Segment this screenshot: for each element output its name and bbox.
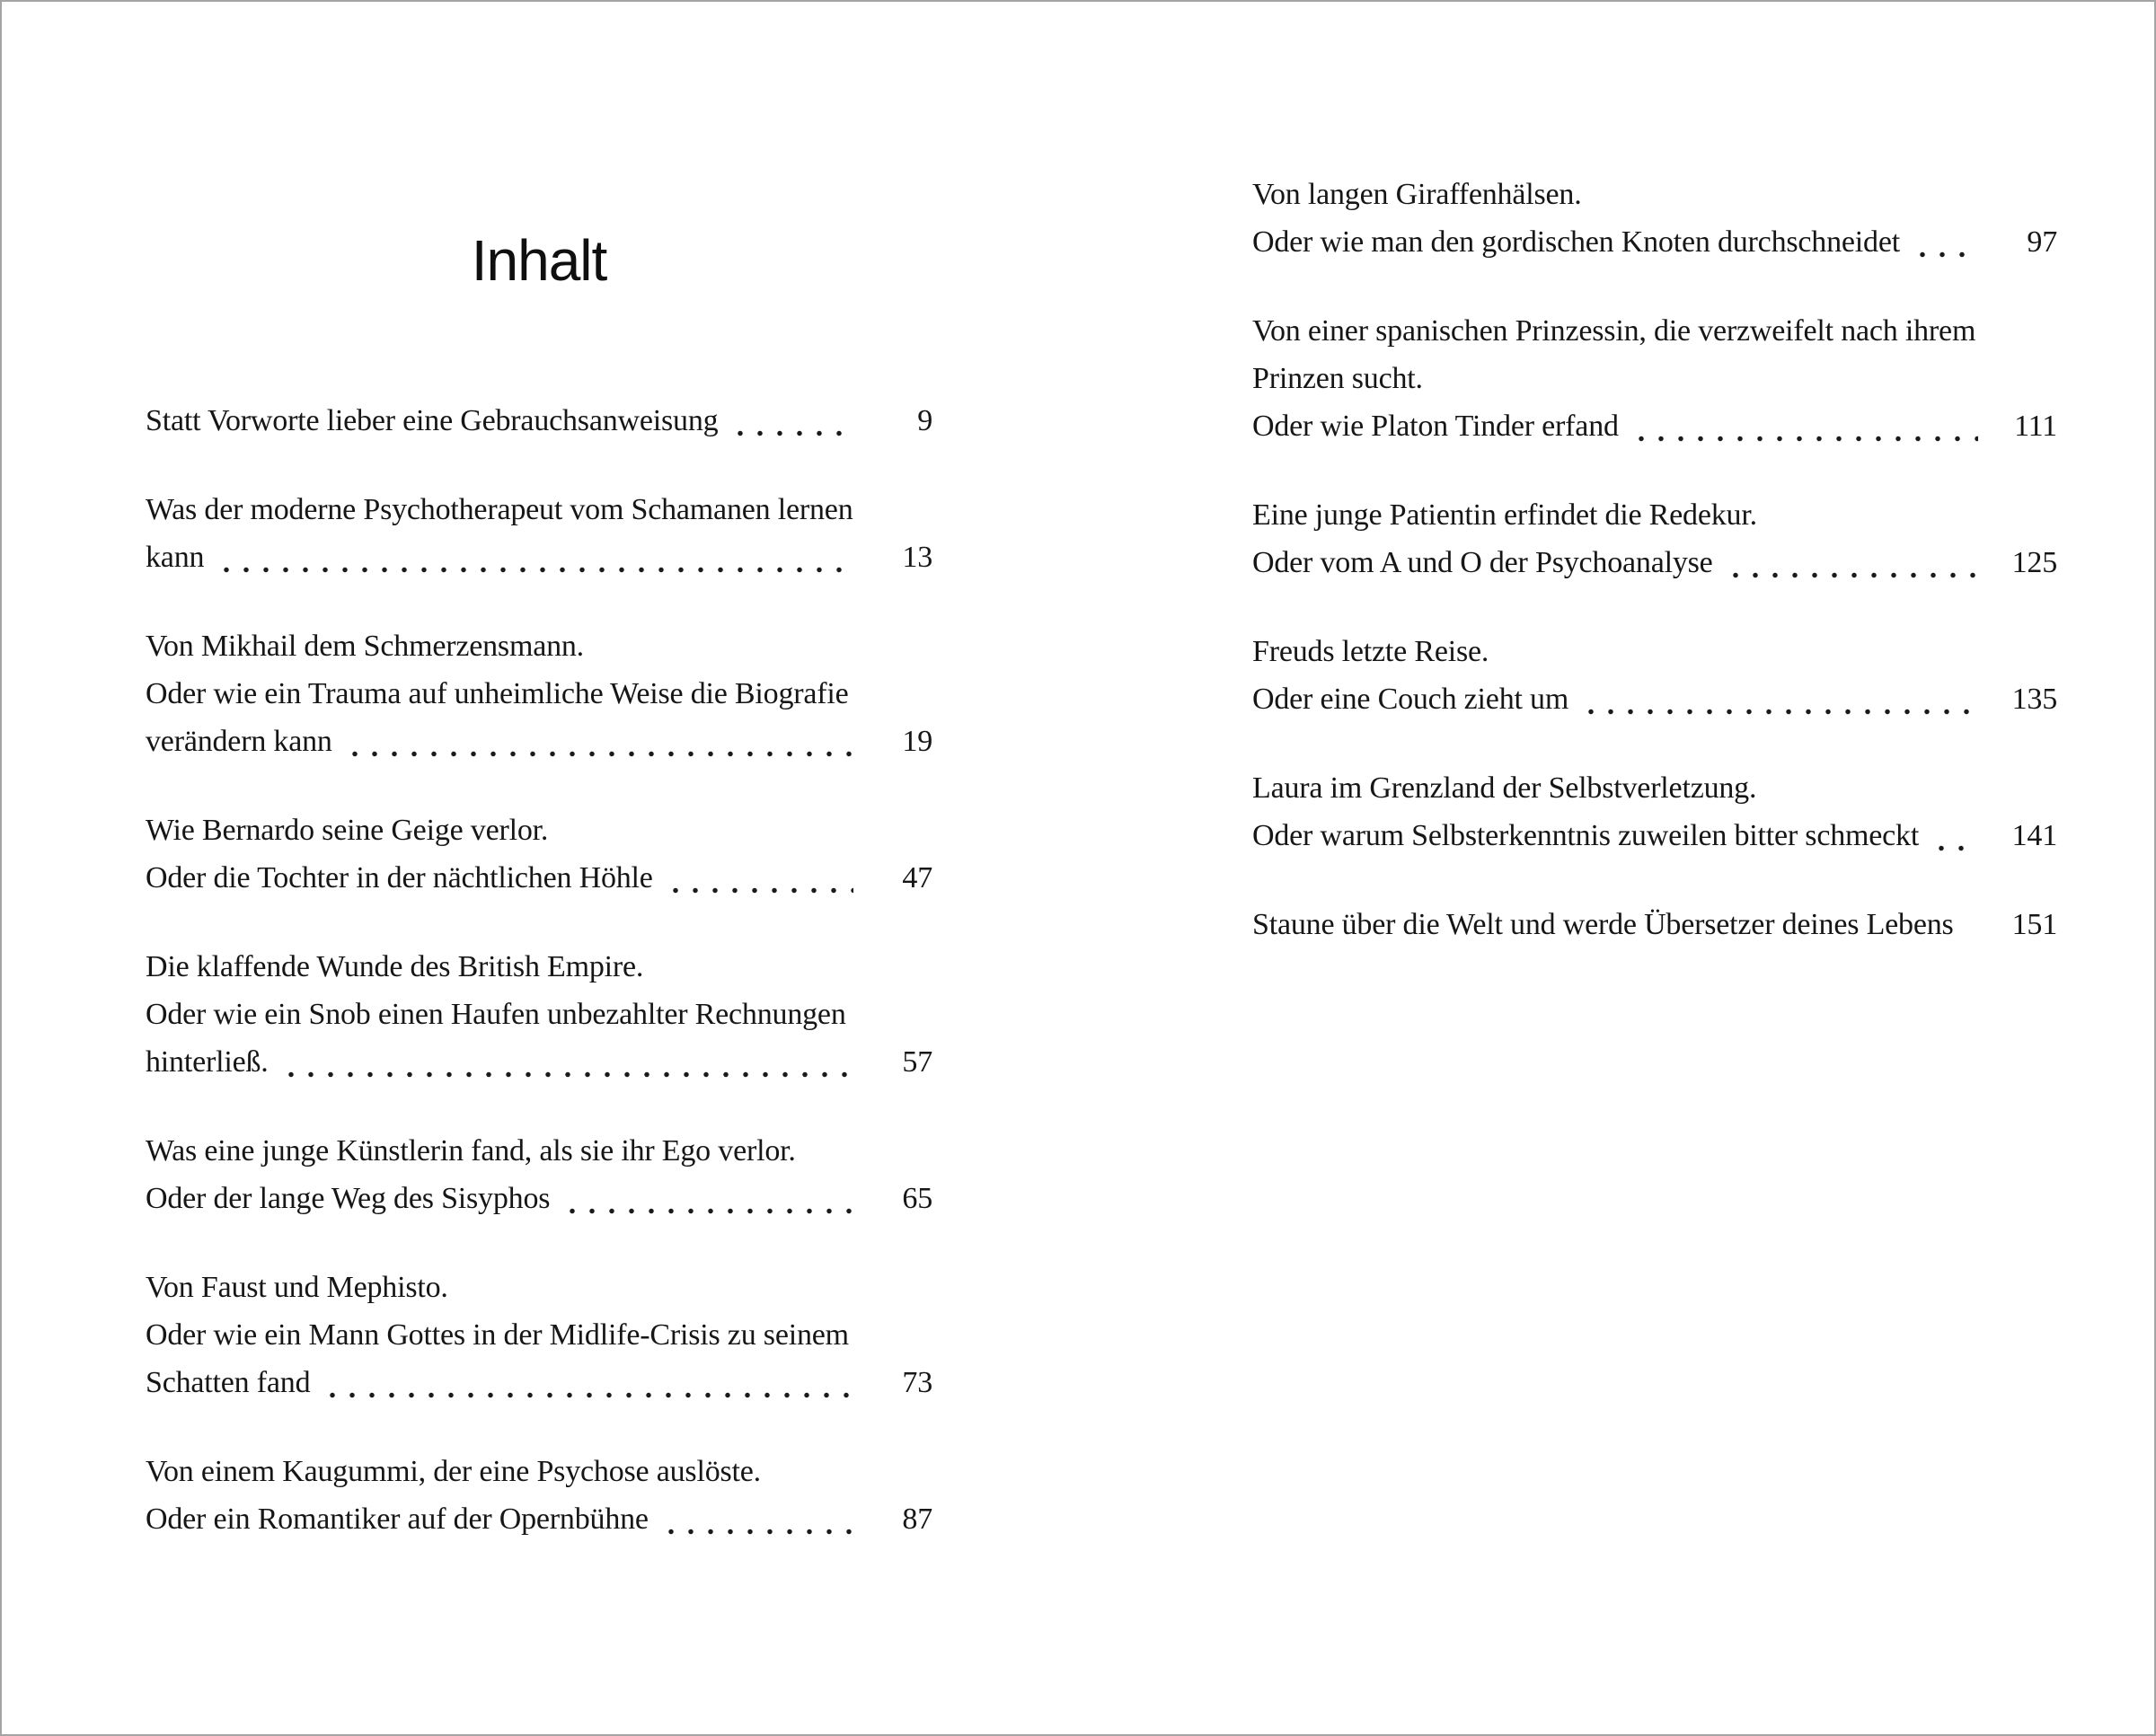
toc-entry-last-line — [1252, 812, 2057, 859]
page-number: 111 — [2014, 410, 2057, 443]
toc-entry — [1252, 628, 2057, 723]
toc-entry-line: Oder wie ein Trauma auf unheimliche Weise die Biografie — [146, 677, 849, 710]
toc-entry-line: Von Mikhail dem Schmerzensmann. — [146, 630, 584, 663]
toc-entry-last-line — [146, 1495, 932, 1543]
page-number: 65 — [902, 1182, 932, 1215]
dot-leader — [1726, 539, 1978, 586]
toc-entry-text: Oder wie man den gordischen Knoten durchschneidet — [1252, 225, 1900, 259]
toc-entry-last-line — [1252, 218, 2057, 266]
toc-entry-text: kann — [146, 541, 205, 574]
dot-leader — [1931, 812, 1978, 859]
toc-entry-text: hinterließ. — [146, 1045, 269, 1079]
dot-leader — [216, 533, 853, 581]
toc-entry-text: Oder wie Platon Tinder erfand — [1252, 410, 1619, 443]
dot-leader — [345, 718, 853, 765]
dot-leader — [666, 854, 853, 902]
toc-left-column — [146, 2, 932, 1584]
toc-entry-last-line — [146, 1038, 932, 1086]
toc-entry — [146, 1264, 932, 1406]
dot-leader — [323, 1359, 853, 1406]
toc-entry-last-line — [146, 533, 932, 581]
toc-entry-line: Was der moderne Psychotherapeut vom Schamanen lernen — [146, 493, 853, 526]
toc-entry-last-line — [1252, 901, 2057, 948]
page-number: 97 — [2027, 225, 2057, 259]
toc-entry — [1252, 171, 2057, 266]
toc-entry-line: Von einem Kaugummi, der eine Psychose auslöste. — [146, 1455, 761, 1488]
dot-leader — [1581, 675, 1978, 723]
toc-entry-line: Die klaffende Wunde des British Empire. — [146, 950, 644, 983]
toc-entry-line: Von langen Giraffenhälsen. — [1252, 178, 1582, 211]
toc-entry — [146, 1448, 932, 1543]
dot-leader — [281, 1038, 853, 1086]
toc-entry-line: Laura im Grenzland der Selbstverletzung. — [1252, 771, 1757, 805]
toc-entry-line: Oder wie ein Mann Gottes in der Midlife-Crisis zu seinem — [146, 1318, 849, 1352]
toc-entry-text: Staune über die Welt und werde Übersetzer deines Lebens — [1252, 908, 1954, 941]
toc-entry — [146, 943, 932, 1086]
toc-entry-last-line — [146, 397, 932, 445]
toc-entry — [146, 1127, 932, 1222]
toc-entry-line: Oder wie ein Snob einen Haufen unbezahlter Rechnungen — [146, 998, 846, 1031]
page-number: 125 — [2011, 546, 2057, 579]
toc-entry-line: Wie Bernardo seine Geige verlor. — [146, 814, 549, 847]
page-number: 141 — [2011, 819, 2057, 852]
toc-entry-last-line — [146, 1175, 932, 1222]
toc-entry-last-line — [1252, 402, 2057, 450]
dot-leader — [562, 1175, 853, 1222]
toc-entry-line: Von einer spanischen Prinzessin, die verzweifelt nach ihrem — [1252, 314, 1976, 348]
toc-entry-last-line — [1252, 675, 2057, 723]
page-number: 135 — [2011, 683, 2057, 716]
dot-leader — [661, 1495, 853, 1543]
toc-entry-last-line — [146, 1359, 932, 1406]
toc-entry-line: Prinzen sucht. — [1252, 362, 1423, 395]
toc-right-column — [1252, 2, 2057, 990]
toc-entry — [1252, 491, 2057, 586]
page-number: 13 — [902, 541, 932, 574]
toc-entry — [1252, 307, 2057, 450]
page-number: 73 — [902, 1366, 932, 1399]
toc-entry-last-line — [146, 718, 932, 765]
toc-entry — [146, 622, 932, 765]
toc-entry-text: Oder die Tochter in der nächtlichen Höhle — [146, 861, 653, 894]
page-number: 57 — [902, 1045, 932, 1079]
dot-leader — [730, 397, 853, 445]
toc-entry-text: Oder vom A und O der Psychoanalyse — [1252, 546, 1713, 579]
toc-entry-last-line — [1252, 539, 2057, 586]
toc-entry-line: Freuds letzte Reise. — [1252, 635, 1489, 668]
page-number: 19 — [902, 725, 932, 758]
toc-entry-text: Oder ein Romantiker auf der Opernbühne — [146, 1502, 649, 1536]
toc-entry-last-line — [146, 854, 932, 902]
page-title: Inhalt — [471, 228, 607, 293]
toc-entry-text: Statt Vorworte lieber eine Gebrauchsanweisung — [146, 404, 719, 437]
toc-entry — [1252, 901, 2057, 948]
page-number: 9 — [917, 404, 932, 437]
toc-entry-text: Oder eine Couch zieht um — [1252, 683, 1569, 716]
page-number: 87 — [902, 1502, 932, 1536]
dot-leader — [1913, 218, 1978, 266]
toc-entry — [146, 806, 932, 902]
toc-entry-text: Schatten fand — [146, 1366, 311, 1399]
page-number: 151 — [2011, 908, 2057, 941]
toc-entry-line: Eine junge Patientin erfindet die Redekur. — [1252, 498, 1757, 532]
toc-entry-line: Von Faust und Mephisto. — [146, 1271, 448, 1304]
toc-entry-text: verändern kann — [146, 725, 332, 758]
toc-entry-line: Was eine junge Künstlerin fand, als sie ihr Ego verlor. — [146, 1134, 796, 1168]
toc-entry-text: Oder der lange Weg des Sisyphos — [146, 1182, 551, 1215]
toc-entry — [146, 397, 932, 445]
toc-entry-text: Oder warum Selbsterkenntnis zuweilen bitter schmeckt — [1252, 819, 1920, 852]
toc-entry — [1252, 764, 2057, 859]
dot-leader — [1631, 402, 1978, 450]
toc-entry — [146, 486, 932, 581]
page-number: 47 — [902, 861, 932, 894]
